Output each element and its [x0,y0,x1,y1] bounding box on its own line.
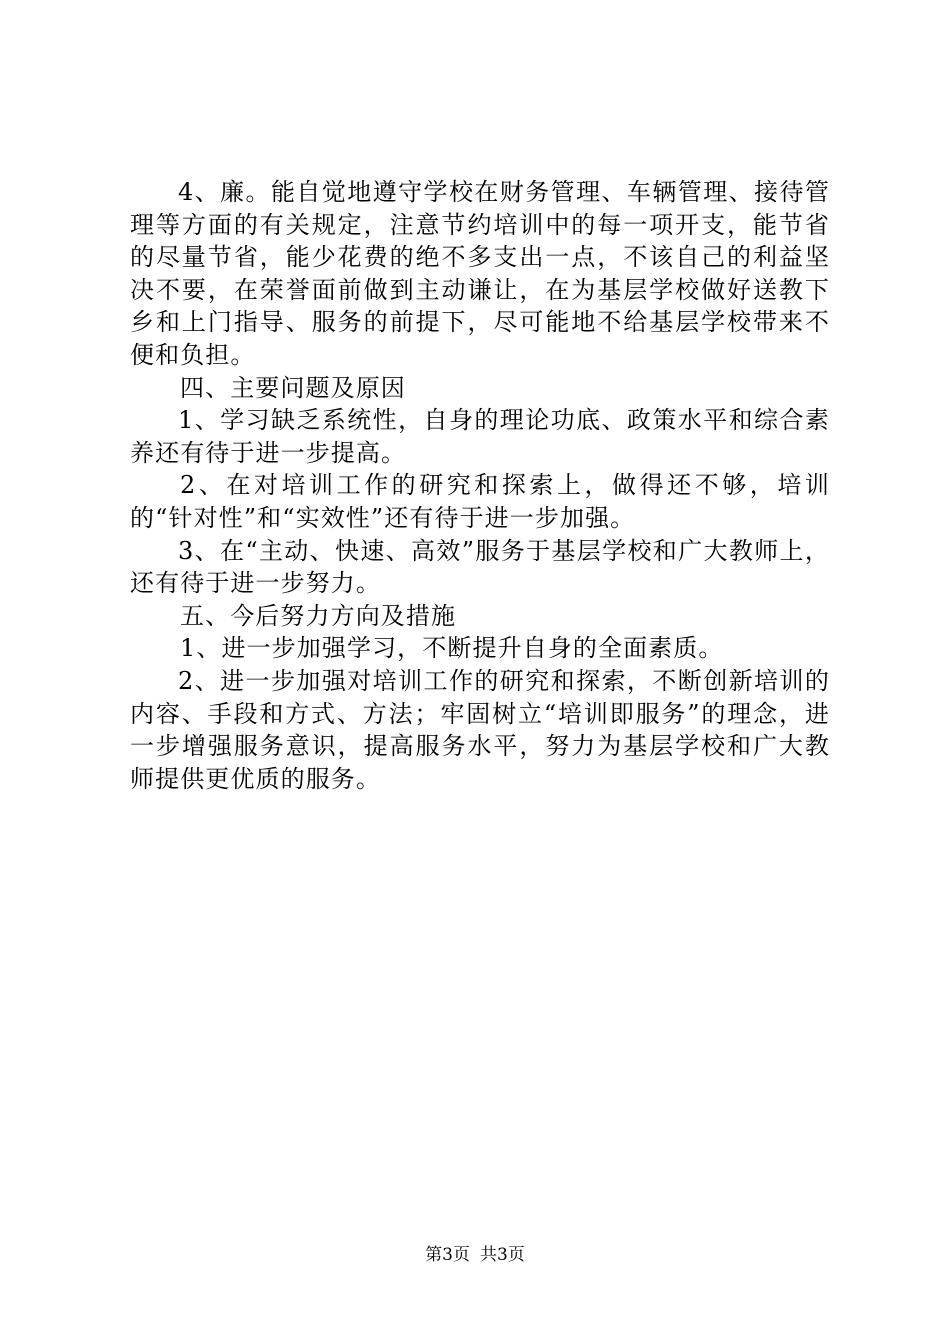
paragraph-problem-1: 1、学习缺乏系统性，自身的理论功底、政策水平和综合素养还有待于进一步提高。 [130,406,830,467]
section-heading-5: 五、今后努力方向及措施 [180,601,457,630]
paragraph-measure-1: 1、进一步加强学习，不断提升自身的全面素质。 [180,634,724,663]
page-footer [0,1244,950,1266]
page-number: 第3页 [425,1245,470,1265]
paragraph-lian: 4、廉。能自觉地遵守学校在财务管理、车辆管理、接待管理等方面的有关规定，注意节约培训中的每一项开支，能节省的尽量节省，能少花费的绝不多支出一点，不该自己的利益坚决不要，在荣誉面前做到主动谦让，在为基层学校做好送教下乡和上门指导、服务的前提下，尽可能地不给基层学校带来不便和负担。 [130,178,830,369]
section-heading-4: 四、主要问题及原因 [180,373,406,402]
paragraph-problem-3: 3、在“主动、快速、高效”服务于基层学校和广大教师上，还有待于进一步努力。 [130,536,830,598]
paragraph-problem-2: 2、在对培训工作的研究和探索上，做得还不够，培训的“针对性”和“实效性”还有待于进一步加强。 [130,471,830,532]
document-body [130,176,830,795]
page-total: 共3页 [480,1245,525,1265]
paragraph-measure-2: 2、进一步加强对培训工作的研究和探索，不断创新培训的内容、手段和方式、方法；牢固树立“培训即服务”的理念，进一步增强服务意识，提高服务水平，努力为基层学校和广大教师提供更优质的服务。 [130,666,830,793]
